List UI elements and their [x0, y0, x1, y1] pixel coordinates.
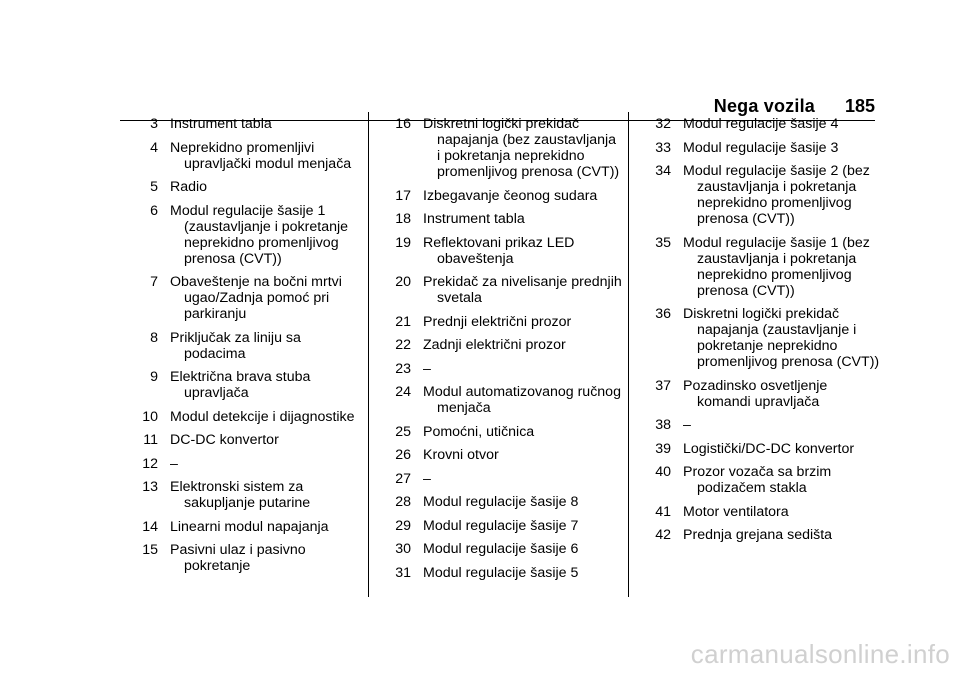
item-description: Modul regulacije šasije 3 [683, 139, 839, 156]
item-description: Pomoćni, utičnica [423, 423, 535, 440]
list-item [643, 417, 883, 433]
list-item [643, 378, 883, 410]
item-number: 28 [395, 494, 411, 510]
item-description: Prednja grejana sedišta [683, 527, 833, 543]
list-item [383, 424, 623, 440]
item-number: 11 [143, 432, 158, 448]
item-number: 39 [655, 440, 671, 457]
section-title: Nega vozila [713, 96, 815, 116]
item-number: 13 [142, 479, 158, 495]
item-number: 10 [142, 408, 158, 425]
list-item [130, 330, 360, 362]
item-description: Modul regulacije šasije 5 [423, 564, 579, 581]
item-number: 4 [150, 139, 158, 156]
item-description: Modul regulacije šasije 7 [423, 517, 579, 534]
item-description: Instrument tabla [170, 116, 272, 132]
list-item [643, 527, 883, 543]
list-item [643, 140, 883, 156]
fuse-list-column-1 [130, 116, 360, 582]
item-number: 18 [395, 211, 411, 227]
item-number: 15 [142, 542, 158, 558]
item-number: 23 [395, 360, 411, 377]
item-description: Reflektovani prikaz LED obaveštenja [423, 234, 575, 267]
list-item [130, 456, 360, 472]
list-item [130, 179, 360, 195]
item-number: 12 [142, 455, 158, 472]
item-description: Motor ventilatora [683, 503, 789, 520]
list-item [383, 314, 623, 330]
item-description: Priključak za liniju sa podacima [170, 329, 301, 362]
list-item [130, 203, 360, 267]
fuse-list-column-2 [383, 116, 623, 588]
item-number: 25 [395, 423, 411, 440]
list-item [383, 384, 623, 416]
item-number: 33 [655, 139, 671, 156]
item-number: 24 [395, 384, 411, 400]
list-item [130, 274, 360, 322]
item-description: Prednji električni prozor [423, 313, 572, 330]
item-description: Modul regulacije šasije 1 (bez zaustavljanja i pokretanja neprekidno promenljivog prenosa (CVT)) [683, 234, 870, 299]
item-description: Logistički/DC-DC konvertor [683, 440, 855, 457]
page-number: 185 [844, 96, 875, 116]
item-number: 38 [655, 417, 671, 433]
item-description: – [423, 470, 431, 487]
list-item [383, 447, 623, 463]
item-number: 36 [655, 306, 671, 322]
list-item [643, 235, 883, 299]
list-item [643, 116, 883, 132]
list-item [643, 464, 883, 496]
item-number: 20 [395, 274, 411, 290]
list-item [383, 541, 623, 557]
item-description: Modul regulacije šasije 8 [423, 494, 579, 510]
item-description: DC-DC konvertor [170, 432, 279, 448]
item-description: Linearni modul napajanja [170, 518, 329, 535]
list-item [130, 432, 360, 448]
fuse-list-column-3 [643, 116, 883, 551]
item-description: Elektronski sistem za sakupljanje putarine [170, 479, 311, 511]
item-number: 9 [150, 369, 158, 385]
item-description: Modul detekcije i dijagnostike [170, 408, 355, 425]
item-description: – [683, 417, 691, 433]
item-description: Diskretni logički prekidač napajanja (bez zaustavljanja i pokretanja neprekidno promenljivog prenosa (CVT)) [423, 116, 620, 180]
item-number: 14 [142, 518, 158, 535]
list-item [130, 140, 360, 172]
list-item [130, 369, 360, 401]
item-number: 8 [150, 329, 158, 346]
item-description: Modul regulacije šasije 1 (zaustavljanje i pokretanje neprekidno promenljivog prenosa (CVT)) [170, 202, 349, 267]
item-number: 35 [655, 234, 671, 251]
item-number: 19 [395, 234, 411, 251]
item-description: – [170, 455, 178, 472]
item-number: 34 [655, 163, 671, 179]
item-number: 6 [150, 202, 158, 219]
item-description: Prozor vozača sa brzim podizačem stakla [683, 464, 832, 496]
item-number: 40 [655, 464, 671, 480]
list-item [130, 116, 360, 132]
list-item [643, 504, 883, 520]
item-number: 7 [150, 274, 158, 290]
item-description: Neprekidno promenljivi upravljački modul menjača [170, 139, 352, 172]
column-divider [628, 112, 629, 597]
list-item [643, 441, 883, 457]
item-description: Modul automatizovanog ručnog menjača [423, 384, 621, 416]
item-description: Izbegavanje čeonog sudara [423, 187, 598, 204]
list-item [383, 518, 623, 534]
list-item [383, 188, 623, 204]
item-number: 37 [655, 377, 671, 394]
item-number: 30 [395, 541, 411, 557]
item-description: Prekidač za nivelisanje prednjih svetala [423, 274, 622, 306]
list-item [383, 494, 623, 510]
item-description: Zadnji električni prozor [423, 337, 566, 353]
item-description: Krovni otvor [423, 447, 499, 463]
item-number: 17 [395, 187, 411, 204]
item-description: Modul regulacije šasije 6 [423, 541, 579, 557]
list-item [643, 163, 883, 227]
item-description: Diskretni logički prekidač napajanja (zaustavljanje i pokretanje neprekidno promenljivog prenosa (CVT)) [683, 306, 880, 370]
item-description: Modul regulacije šasije 4 [683, 116, 839, 132]
item-number: 3 [150, 116, 158, 132]
item-number: 32 [655, 116, 671, 132]
item-description: Radio [170, 179, 208, 195]
list-item [130, 479, 360, 511]
item-number: 21 [395, 313, 411, 330]
list-item [643, 306, 883, 370]
item-description: – [423, 360, 431, 377]
item-description: Obaveštenje na bočni mrtvi ugao/Zadnja pomoć pri parkiranju [170, 274, 342, 322]
item-description: Pasivni ulaz i pasivno pokretanje [170, 542, 306, 574]
item-description: Pozadinsko osvetljenje komandi upravljača [683, 377, 828, 410]
watermark: carmanualsonline.info [690, 639, 950, 669]
item-number: 41 [655, 503, 671, 520]
list-item [383, 235, 623, 267]
list-item [383, 116, 623, 180]
list-item [383, 361, 623, 377]
item-number: 22 [395, 337, 411, 353]
item-number: 5 [150, 179, 158, 195]
item-number: 31 [395, 564, 411, 581]
list-item [383, 565, 623, 581]
list-item [130, 409, 360, 425]
item-number: 27 [395, 470, 411, 487]
column-divider [368, 112, 369, 597]
item-description: Instrument tabla [423, 211, 525, 227]
list-item [130, 542, 360, 574]
item-number: 26 [395, 447, 411, 463]
item-number: 29 [395, 517, 411, 534]
item-number: 42 [655, 527, 671, 543]
list-item [383, 471, 623, 487]
list-item [383, 274, 623, 306]
item-description: Električna brava stuba upravljača [170, 369, 311, 401]
item-number: 16 [395, 116, 411, 132]
item-description: Modul regulacije šasije 2 (bez zaustavljanja i pokretanja neprekidno promenljivog prenosa (CVT)) [683, 163, 870, 227]
list-item [383, 337, 623, 353]
list-item [383, 211, 623, 227]
list-item [130, 519, 360, 535]
